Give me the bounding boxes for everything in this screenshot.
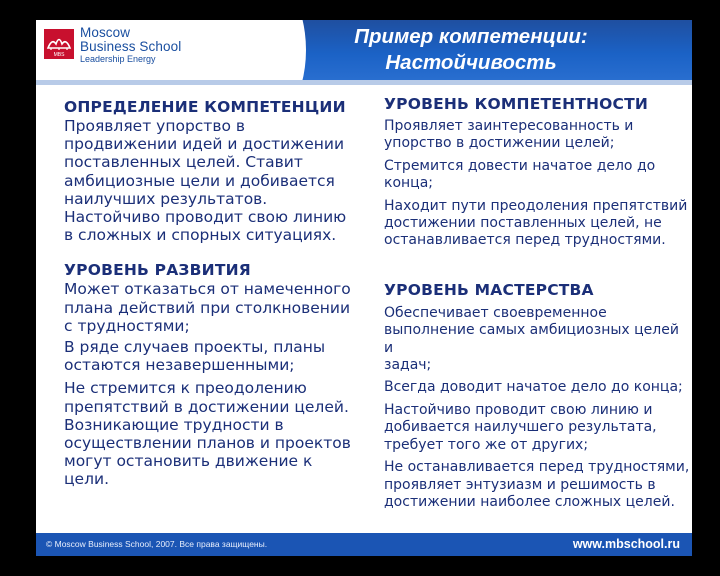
text-line: Настойчиво проводит свою линию [64, 208, 347, 227]
text-line: Находит пути преодоления препятствий [384, 197, 688, 214]
development-item [64, 338, 374, 374]
text-line: выполнение самых амбициозных целей и [384, 322, 679, 356]
competence-item [384, 198, 690, 250]
right-column [384, 95, 690, 511]
text-line: амбициозные цели и добивается [64, 171, 335, 190]
competence-item [384, 158, 690, 193]
text-line: Может отказаться от намеченного [64, 280, 351, 299]
text-line: наилучших результатов. [64, 189, 268, 208]
text-line: Возникающие трудности в [64, 415, 284, 434]
text-line: достижении наиболее сложных целей. [384, 493, 675, 510]
text-line: продвижении идей и достижении [64, 135, 345, 154]
left-column [64, 98, 374, 489]
competence-item [384, 118, 690, 153]
logo-emblem-icon [44, 29, 74, 59]
text-line: требует того же от других; [384, 436, 589, 453]
text-line: Проявляет заинтересованность и [384, 118, 634, 134]
text-line: могут остановить движение к [64, 452, 313, 471]
logo-line-2: Business School [80, 39, 182, 54]
text-line: препятствий в достижении целей. [64, 397, 349, 416]
logo [80, 26, 181, 65]
mastery-item [384, 402, 690, 454]
definition-text [64, 117, 374, 244]
logo-badge: MBS [53, 52, 65, 58]
text-line: поставленных целей. Ставит [64, 153, 303, 172]
mastery-item [384, 459, 690, 511]
slide-header [36, 20, 692, 82]
mastery-item [384, 379, 690, 396]
text-line: Не останавливается перед трудностями, [384, 459, 690, 476]
text-line: проявляет энтузиазм и решимость в [384, 476, 656, 493]
mastery-heading: УРОВЕНЬ МАСТЕРСТВА [384, 280, 594, 299]
title-line-1: Пример компетенции: [354, 25, 588, 48]
text-line: в сложных и спорных ситуациях. [64, 226, 337, 245]
definition-heading: ОПРЕДЕЛЕНИЕ КОМПЕТЕНЦИИ [64, 98, 346, 116]
text-line: плана действий при столкновении [64, 298, 351, 317]
slide-footer [36, 533, 692, 556]
text-line: Всегда доводит начатое дело до конца; [384, 379, 683, 396]
text-line: Стремится довести начатое дело до [384, 157, 656, 174]
text-line: конца; [384, 175, 433, 192]
header-stripe [36, 80, 692, 85]
text-line: Не стремится к преодолению [64, 379, 307, 398]
mastery-item [384, 305, 690, 375]
text-line: Настойчиво проводит свою линию и [384, 401, 653, 418]
text-line: с трудностями; [64, 316, 190, 335]
text-line: остаются незавершенными; [64, 356, 295, 375]
title-line-2: Настойчивость [385, 51, 557, 74]
copyright-text: © Moscow Business School, 2007. Все права защищены. [46, 539, 268, 549]
slide [36, 20, 692, 556]
development-heading: УРОВЕНЬ РАЗВИТИЯ [64, 261, 251, 280]
text-line: цели. [64, 470, 109, 489]
text-line: задач; [384, 357, 432, 374]
text-line: Проявляет упорство в [64, 117, 246, 135]
text-line: достижении поставленных целей, не [384, 215, 662, 232]
slide-title [256, 24, 686, 76]
text-line: осуществлении планов и проектов [64, 434, 351, 453]
logo-line-1: Moscow [80, 25, 131, 40]
development-item [64, 379, 374, 488]
competence-heading: УРОВЕНЬ КОМПЕТЕНТНОСТИ [384, 95, 649, 113]
development-item [64, 280, 374, 335]
text-line: добивается наилучшего результата, [384, 419, 657, 436]
logo-tagline: Leadership Energy [80, 54, 156, 64]
text-line: В ряде случаев проекты, планы [64, 338, 326, 357]
website-link[interactable]: www.mbschool.ru [572, 537, 680, 551]
text-line: упорство в достижении целей; [384, 135, 615, 152]
text-line: Обеспечивает своевременное [384, 304, 607, 321]
text-line: останавливается перед трудностями. [384, 232, 666, 249]
